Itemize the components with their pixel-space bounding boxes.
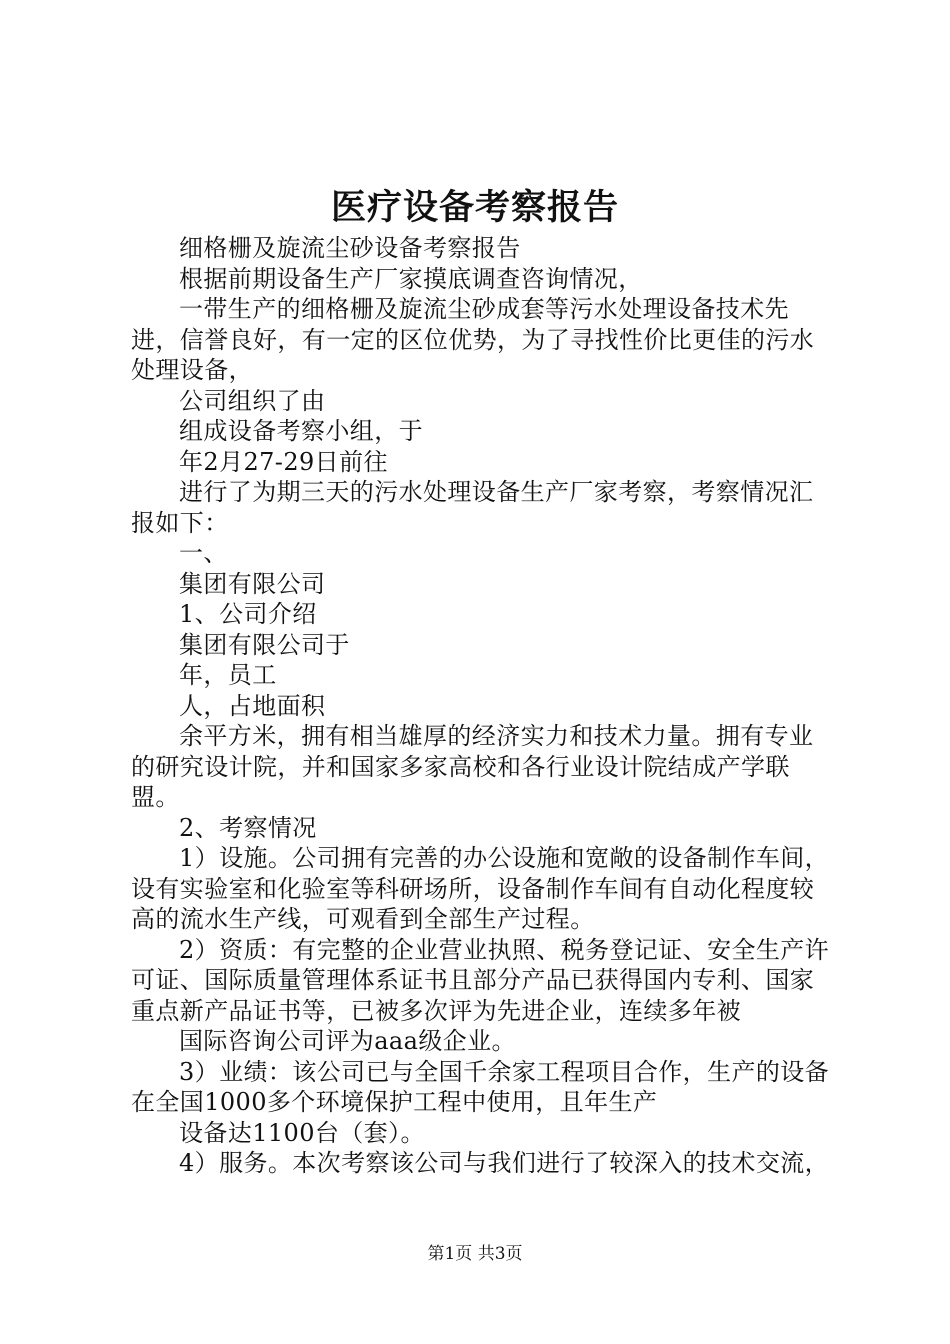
paragraph: 设备达1100台（套）。 bbox=[179, 1118, 425, 1147]
paragraph: 一带生产的细格栅及旋流尘砂成套等污水处理设备技术先进，信誉良好，有一定的区位优势，为了寻找性价比更佳的污水处理设备， bbox=[131, 295, 815, 384]
paragraph: 1、公司介绍 bbox=[179, 600, 317, 628]
paragraph: 组成设备考察小组，于 bbox=[179, 417, 423, 445]
paragraph: 集团有限公司 bbox=[179, 569, 326, 598]
paragraph: 进行了为期三天的污水处理设备生产厂家考察，考察情况汇报如下： bbox=[131, 478, 814, 537]
paragraph: 根据前期设备生产厂家摸底调查咨询情况， bbox=[179, 264, 643, 293]
paragraph: 1）设施。公司拥有完善的办公设施和宽敞的设备制作车间，设有实验室和化验室等科研场所，设备制作车间有自动化程度较高的流水生产线，可观看到全部生产过程。 bbox=[131, 844, 830, 933]
paragraph: 4）服务。本次考察该公司与我们进行了较深入的技术交流， bbox=[179, 1149, 830, 1177]
paragraph: 集团有限公司于 bbox=[179, 630, 350, 659]
paragraph: 2、考察情况 bbox=[179, 813, 317, 842]
page-footer: 第1页 共3页 bbox=[427, 1244, 523, 1264]
paragraph: 2）资质：有完整的企业营业执照、税务登记证、安全生产许可证、国际质量管理体系证书且部分产品已获得国内专利、国家重点新产品证书等，已被多次评为先进企业，连续多年被 bbox=[131, 935, 830, 1025]
paragraph: 年2月27-29日前往 bbox=[179, 447, 388, 476]
paragraph: 一、 bbox=[179, 539, 228, 567]
paragraph: 公司组织了由 bbox=[179, 386, 326, 415]
document-title: 医疗设备考察报告 bbox=[330, 187, 619, 228]
document-body bbox=[131, 233, 831, 1179]
paragraph: 余平方米，拥有相当雄厚的经济实力和技术力量。拥有专业的研究设计院，并和国家多家高校和各行业设计院结成产学联盟。 bbox=[131, 722, 814, 811]
paragraph: 人，占地面积 bbox=[179, 691, 326, 720]
paragraph: 年，员工 bbox=[179, 661, 277, 689]
paragraph: 细格栅及旋流尘砂设备考察报告 bbox=[179, 234, 521, 262]
paragraph: 国际咨询公司评为aaa级企业。 bbox=[179, 1027, 516, 1055]
paragraph: 3）业绩：该公司已与全国千余家工程项目合作，生产的设备在全国1000多个环境保护工程中使用，且年生产 bbox=[131, 1057, 830, 1116]
